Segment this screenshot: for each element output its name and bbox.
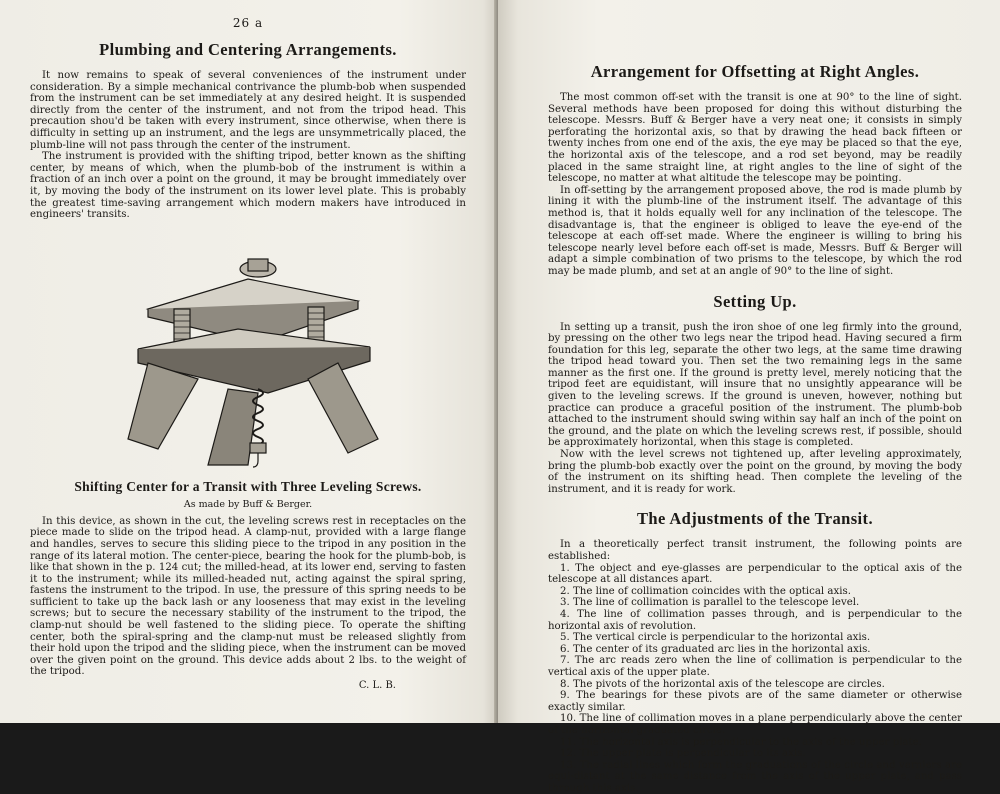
list-item: 8. The pivots of the horizontal axis of the telescope are circles. xyxy=(560,678,885,690)
shifting-center-engraving xyxy=(108,239,388,469)
section-heading-plumbing: Plumbing and Centering Arrangements. xyxy=(99,40,397,59)
list-item: 2. The line of collimation coincides with the optical axis. xyxy=(560,585,851,597)
section-setting-up xyxy=(548,292,962,496)
list-item: 7. The arc reads zero when the line of collimation is perpendicular to the vertical axis of the upper plate. xyxy=(548,655,962,678)
paragraph: In setting up a transit, push the iron shoe of one leg firmly into the ground, by pressing on the other two legs near the tripod head. Having secured a firm foundation for this leg, separate the other two legs, at the same time drawing the tripod head toward you. Then set the two remaining legs in the same manner as the first one. If the ground is pretty level, merely noticing that the tripod feet are equidistant, will insure that no unsightly appearance will be given to the leveling screws. If the ground is uneven, however, nothing but practice can produce a graceful position of the instrument. The plumb-bob attached to the instrument should swing within say half an inch of the point on the ground, and the plate on which the leveling screws rest, if possible, should be approximately horizontal, when this stage is completed. xyxy=(548,321,962,449)
section-heading-offsetting: Arrangement for Offsetting at Right Angles. xyxy=(590,62,920,81)
section-heading-setting-up: Setting Up. xyxy=(713,291,797,311)
list-item: 6. The center of its graduated arc lies in the horizontal axis. xyxy=(560,643,871,655)
list-item: 5. The vertical circle is perpendicular to the horizontal axis. xyxy=(560,632,871,644)
section-offsetting xyxy=(548,62,962,278)
author-initials: C. L. B. xyxy=(358,680,396,692)
paragraph: The most common off-set with the transit is one at 90° to the line of sight. Several methods have been proposed for doing this without disturbing the telescope. Messrs. Buff & Berger have a very neat one; it consists in simply perforating the horizontal axis, so that by drawing the head back fifteen or twenty inches from one end of the axis, the eye may be placed so that the eye, the horizontal axis of the telescope, and a rod set beyond, may be readily placed in the same straight line, at right angles to the line of sight of the telescope, no matter at what altitude the telescope may be pointing. xyxy=(548,92,962,185)
paragraph: Now with the level screws not tightened up, after leveling approximately, bring the plumb-bob exactly over the point on the ground, by moving the body of the instrument on its shifting head. Then complete the leveling of the instrument, and it is ready for work. xyxy=(548,449,962,495)
list-item: 9. The bearings for these pivots are of the same diameter or otherwise exactly similar. xyxy=(548,690,962,713)
list-item: 12. The upper plate is perpendicular to its axis. xyxy=(560,748,806,760)
list-item: 10. The line of collimation moves in a plane perpendicularly above the center of the horizontal graduated circle. xyxy=(548,713,962,736)
page-number: 26 a xyxy=(232,16,264,30)
list-item: 13. The radial lines which form the graduations of the circle and verniers are equi-distant at the same distance from the axis of the upper plate, and pass through this axis. xyxy=(548,759,962,794)
section-adjustments xyxy=(548,509,962,794)
paragraph: It now remains to speak of several conveniences of the instrument under consideration. By a simple mechanical contrivance the plumb-bob when suspended from the instrument can be set immediately at any desired height. It is suspended directly from the center of the instrument, and not from the tripod head. This precaution shou'd be taken with every instrument, since otherwise, when there is difficulty in setting up an instrument, and the legs are unsymmetrically placed, the plumb-line will not pass through the center of the instrument. xyxy=(30,70,466,151)
right-page xyxy=(498,0,1000,794)
figure-description: In this device, as shown in the cut, the leveling screws rest in receptacles on the piece made to slide on the tripod head. A clamp-nut, provided with a large flange and handles, serves to secure this sliding piece to the tripod in any position in the range of its lateral motion. The center-piece, bearing the hook for the plumb-bob, is like that shown in the p. 124 cut; the milled-head, at its lower end, serving to fasten it to the instrument; while its milled-headed nut, acting against the spiral spring, fastens the instrument to the tripod. In use, the pressure of this spring needs to be sufficient to take up the back lash or any looseness that may exist in the leveling screws; but to secure the necessary stability of the instrument to the tripod, the clamp-nut should be well fastened to the sliding piece. To operate the shifting center, both the spiral-spring and the clamp-nut must be released slightly from their hold upon the tripod and the sliding piece, when the instrument can be moved over the given point on the ground. This device adds about 2 lbs. to the weight of the tripod. xyxy=(30,515,466,678)
list-item: 1. The object and eye-glasses are perpendicular to the optical axis of the telescope at all distances apart. xyxy=(548,562,962,586)
list-item: 11. The horizontal axis is perpendicular to the axis of the upper plate. xyxy=(560,736,922,748)
figure-subcaption: As made by Buff & Berger. xyxy=(183,498,313,510)
list-item: 3. The line of collimation is parallel to the telescope level. xyxy=(560,597,860,609)
paragraph: The instrument is provided with the shifting tripod, better known as the shifting center, by means of which, when the plumb-bob of the instrument is within a fraction of an inch over a point on the ground, it may be brought immediately over it, by moving the body of the instrument on its lower level plate. This is probably the greatest time-saving arrangement which modern makers have introduced in engineers' transits. xyxy=(30,151,466,221)
paragraph: In a theoretically perfect transit instrument, the following points are established: xyxy=(548,539,962,562)
paragraph: In off-setting by the arrangement proposed above, the rod is made plumb by lining it with the plumb-line of the instrument itself. The advantage of this method is, that it holds equally well for any inclination of the telescope. The disadvantage is, that the engineer is obliged to leave the eye-end of the telescope at each off-set made. Where the engineer is willing to bring his telescope nearly level before each off-set is made, Messrs. Buff & Berger will adapt a simple combination of two prisms to the telescope, by which the rod may be made plumb, and set at an angle of 90° to the line of sight. xyxy=(548,184,962,277)
figure-caption: Shifting Center for a Transit with Three Leveling Screws. xyxy=(74,478,422,494)
list-item: 4. The line of collimation passes through, and is perpendicular to the horizontal axis of revolution. xyxy=(548,608,962,632)
section-heading-adjustments: The Adjustments of the Transit. xyxy=(637,509,873,529)
left-page xyxy=(0,0,498,723)
